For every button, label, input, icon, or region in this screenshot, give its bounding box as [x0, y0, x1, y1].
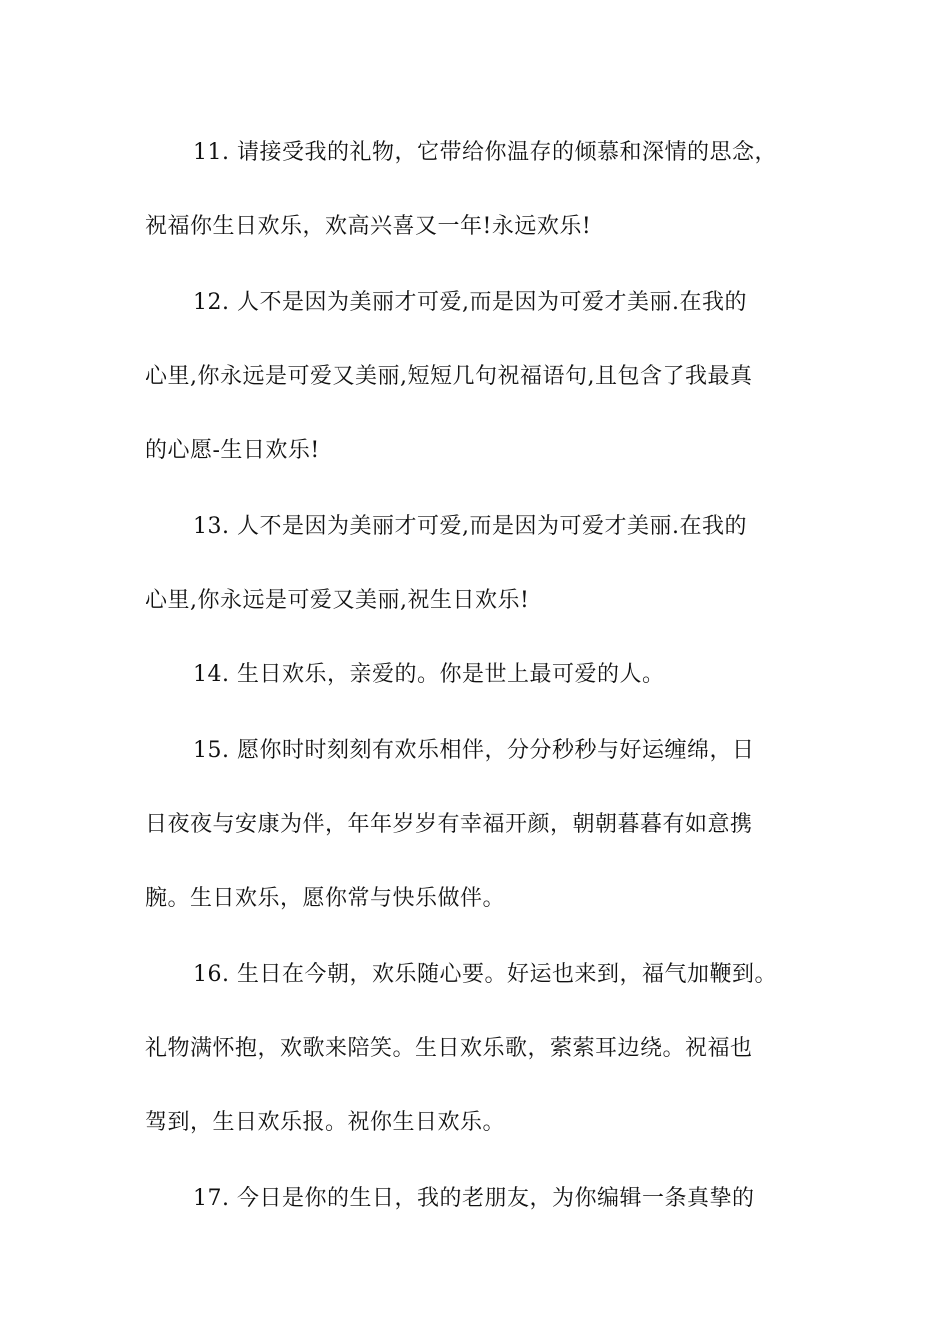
paragraph-16-line-2: 礼物满怀抱，欢歌来陪笑。生日欢乐歌，萦萦耳边绕。祝福也	[145, 1036, 753, 1061]
paragraph-13-line-1: 13. 人不是因为美丽才可爱,而是因为可爱才美丽.在我的	[193, 514, 747, 539]
paragraph-12-line-2: 心里,你永远是可爱又美丽,短短几句祝福语句,且包含了我最真	[145, 364, 753, 389]
paragraph-15-line-1: 15. 愿你时时刻刻有欢乐相伴，分分秒秒与好运缠绵，日	[193, 738, 755, 763]
paragraph-16-line-1: 16. 生日在今朝，欢乐随心要。好运也来到，福气加鞭到。	[193, 962, 777, 987]
paragraph-11-line-1: 11. 请接受我的礼物，它带给你温存的倾慕和深情的思念，	[193, 140, 777, 165]
paragraph-12-line-3: 的心愿-生日欢乐!	[145, 438, 320, 463]
paragraph-17-line-1: 17. 今日是你的生日，我的老朋友，为你编辑一条真挚的	[193, 1186, 755, 1211]
paragraph-12-line-1: 12. 人不是因为美丽才可爱,而是因为可爱才美丽.在我的	[193, 290, 747, 315]
paragraph-14-line-1: 14. 生日欢乐，亲爱的。你是世上最可爱的人。	[193, 662, 665, 687]
paragraph-13-line-2: 心里,你永远是可爱又美丽,祝生日欢乐!	[145, 588, 530, 613]
paragraph-11-line-2: 祝福你生日欢乐，欢高兴喜又一年!永远欢乐!	[145, 214, 592, 239]
paragraph-16-line-3: 驾到，生日欢乐报。祝你生日欢乐。	[145, 1110, 506, 1135]
paragraph-15-line-3: 腕。生日欢乐，愿你常与快乐做伴。	[145, 886, 506, 911]
paragraph-15-line-2: 日夜夜与安康为伴，年年岁岁有幸福开颜，朝朝暮暮有如意携	[145, 812, 753, 837]
